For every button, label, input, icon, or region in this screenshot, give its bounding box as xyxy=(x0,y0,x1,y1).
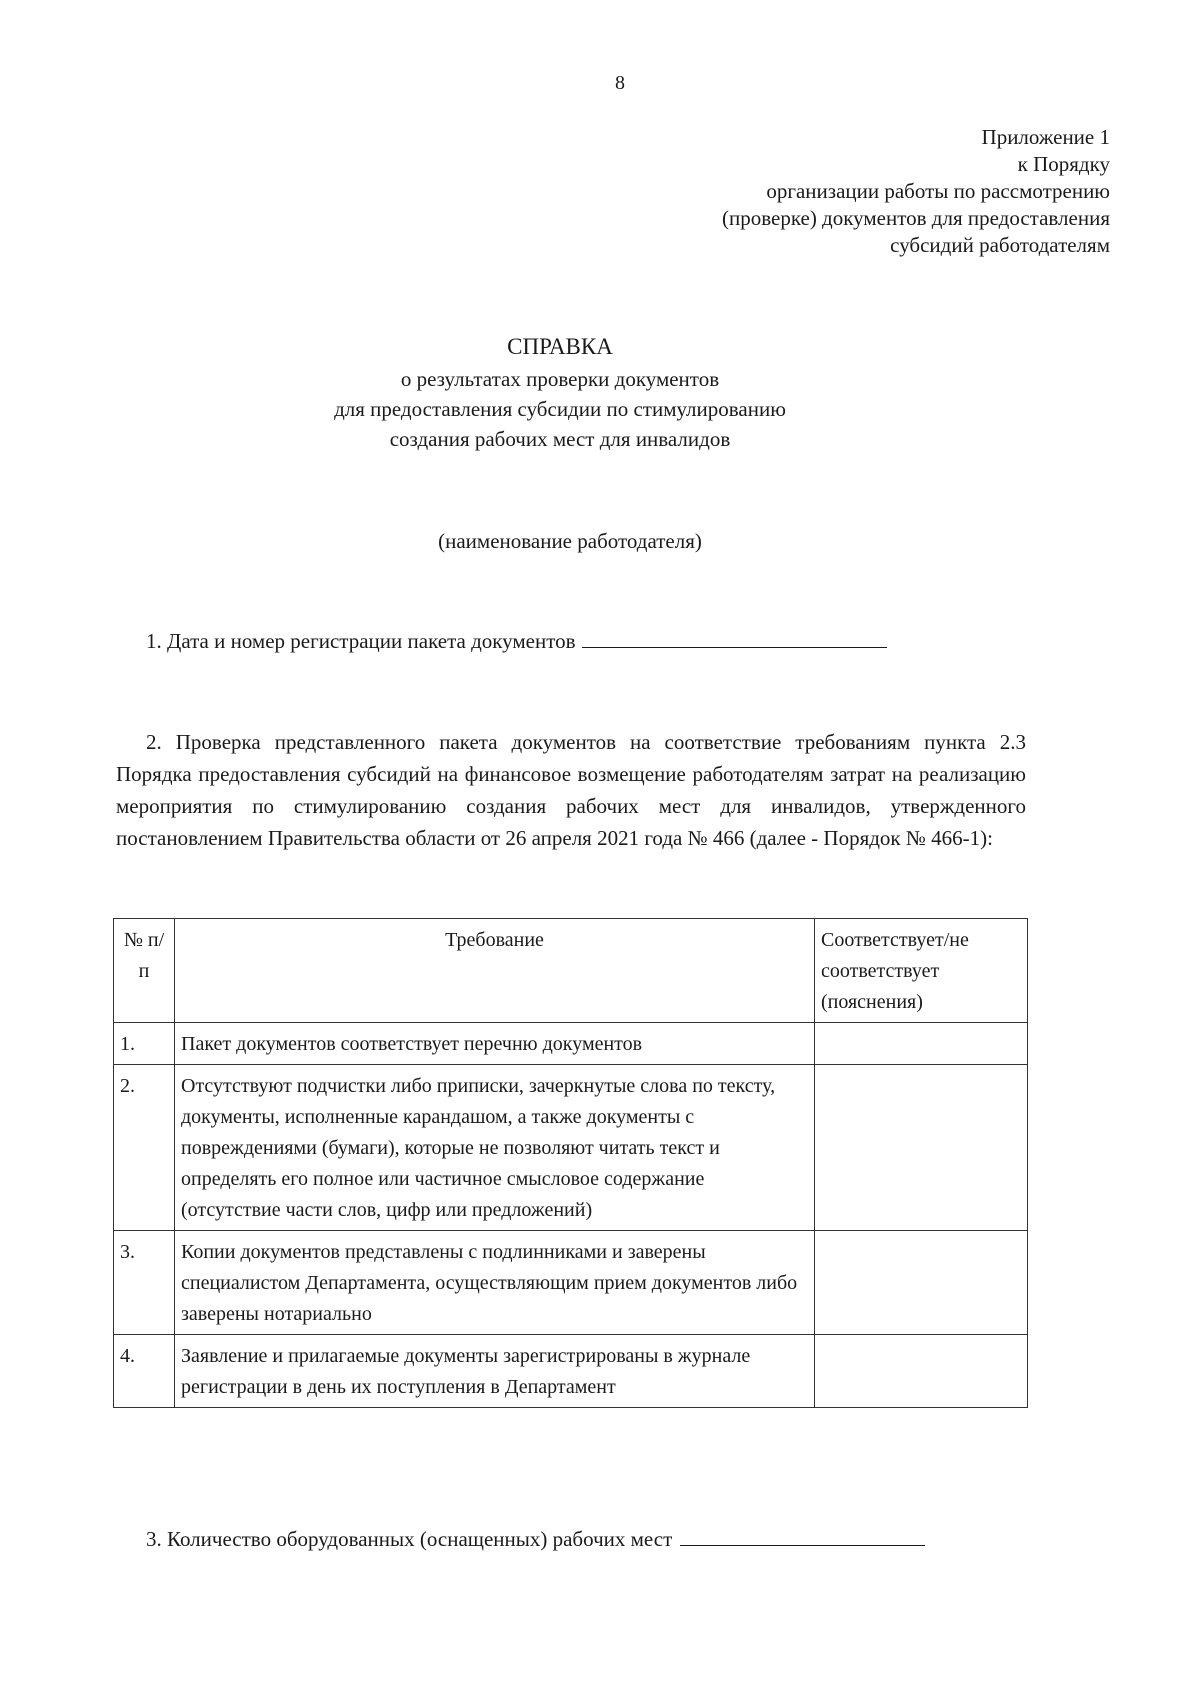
appendix-line: организации работы по рассмотрению xyxy=(766,179,1110,203)
registration-label: 1. Дата и номер регистрации пакета документов xyxy=(146,629,576,653)
registration-blank-line xyxy=(582,629,887,648)
workplaces-item xyxy=(146,1524,925,1556)
appendix-line: к Порядку xyxy=(1017,152,1110,176)
header-requirement: Требование xyxy=(175,919,815,1023)
row-number: 2. xyxy=(114,1065,175,1231)
document-title: СПРАВКА xyxy=(507,334,613,359)
document-subtitle-line: создания рабочих мест для инвалидов xyxy=(389,427,731,451)
appendix-line: субсидий работодателям xyxy=(890,233,1110,257)
table-row xyxy=(114,1231,1028,1335)
workplaces-blank-line xyxy=(680,1527,925,1546)
appendix-line: Приложение 1 xyxy=(981,125,1110,149)
row-status xyxy=(815,1231,1028,1335)
table-header-row xyxy=(114,919,1028,1023)
row-requirement: Копии документов представлены с подлинниками и заверены специалистом Департамента, осуществляющим прием документов либо заверены нотариально xyxy=(175,1231,815,1335)
page-number: 8 xyxy=(615,72,625,94)
row-number: 1. xyxy=(114,1023,175,1065)
document-heading xyxy=(0,332,1120,454)
table-row xyxy=(114,1335,1028,1408)
row-status xyxy=(815,1335,1028,1408)
document-subtitle-line: для предоставления субсидии по стимулированию xyxy=(334,397,786,421)
header-status: Соответствует/не соответствует (пояснения) xyxy=(815,919,1028,1023)
row-requirement: Заявление и прилагаемые документы зарегистрированы в журнале регистрации в день их поступления в Департамент xyxy=(175,1335,815,1408)
registration-item xyxy=(146,626,887,658)
verification-paragraph: 2. Проверка представленного пакета документов на соответствие требованиям пункта 2.3 Порядка предоставления субсидий на финансовое возмещение работодателям затрат на реализацию мероприятия по стимулированию создания рабочих мест для инвалидов, утвержденного постановлением Правительства области от 26 апреля 2021 года № 466 (далее - Порядок № 466-1): xyxy=(116,730,1026,850)
header-number: № п/п xyxy=(114,919,175,1023)
table-row xyxy=(114,1023,1028,1065)
row-requirement: Пакет документов соответствует перечню документов xyxy=(175,1023,815,1065)
row-status xyxy=(815,1065,1028,1231)
workplaces-label: 3. Количество оборудованных (оснащенных) рабочих мест xyxy=(146,1527,673,1551)
document-subtitle-line: о результатах проверки документов xyxy=(400,367,720,391)
row-requirement: Отсутствуют подчистки либо приписки, зачеркнутые слова по тексту, документы, исполненные карандашом, а также документы с повреждениями (бумаги), которые не позволяют читать текст и определять его полное или частичное смысловое содержание (отсутствие части слов, цифр или предложений) xyxy=(175,1065,815,1231)
row-number: 4. xyxy=(114,1335,175,1408)
employer-name-caption: (наименование работодателя) xyxy=(438,529,702,553)
table-row xyxy=(114,1065,1028,1231)
appendix-line: (проверке) документов для предоставления xyxy=(721,206,1110,230)
appendix-reference xyxy=(510,124,1110,259)
requirements-table xyxy=(113,918,1028,1408)
row-status xyxy=(815,1023,1028,1065)
row-number: 3. xyxy=(114,1231,175,1335)
